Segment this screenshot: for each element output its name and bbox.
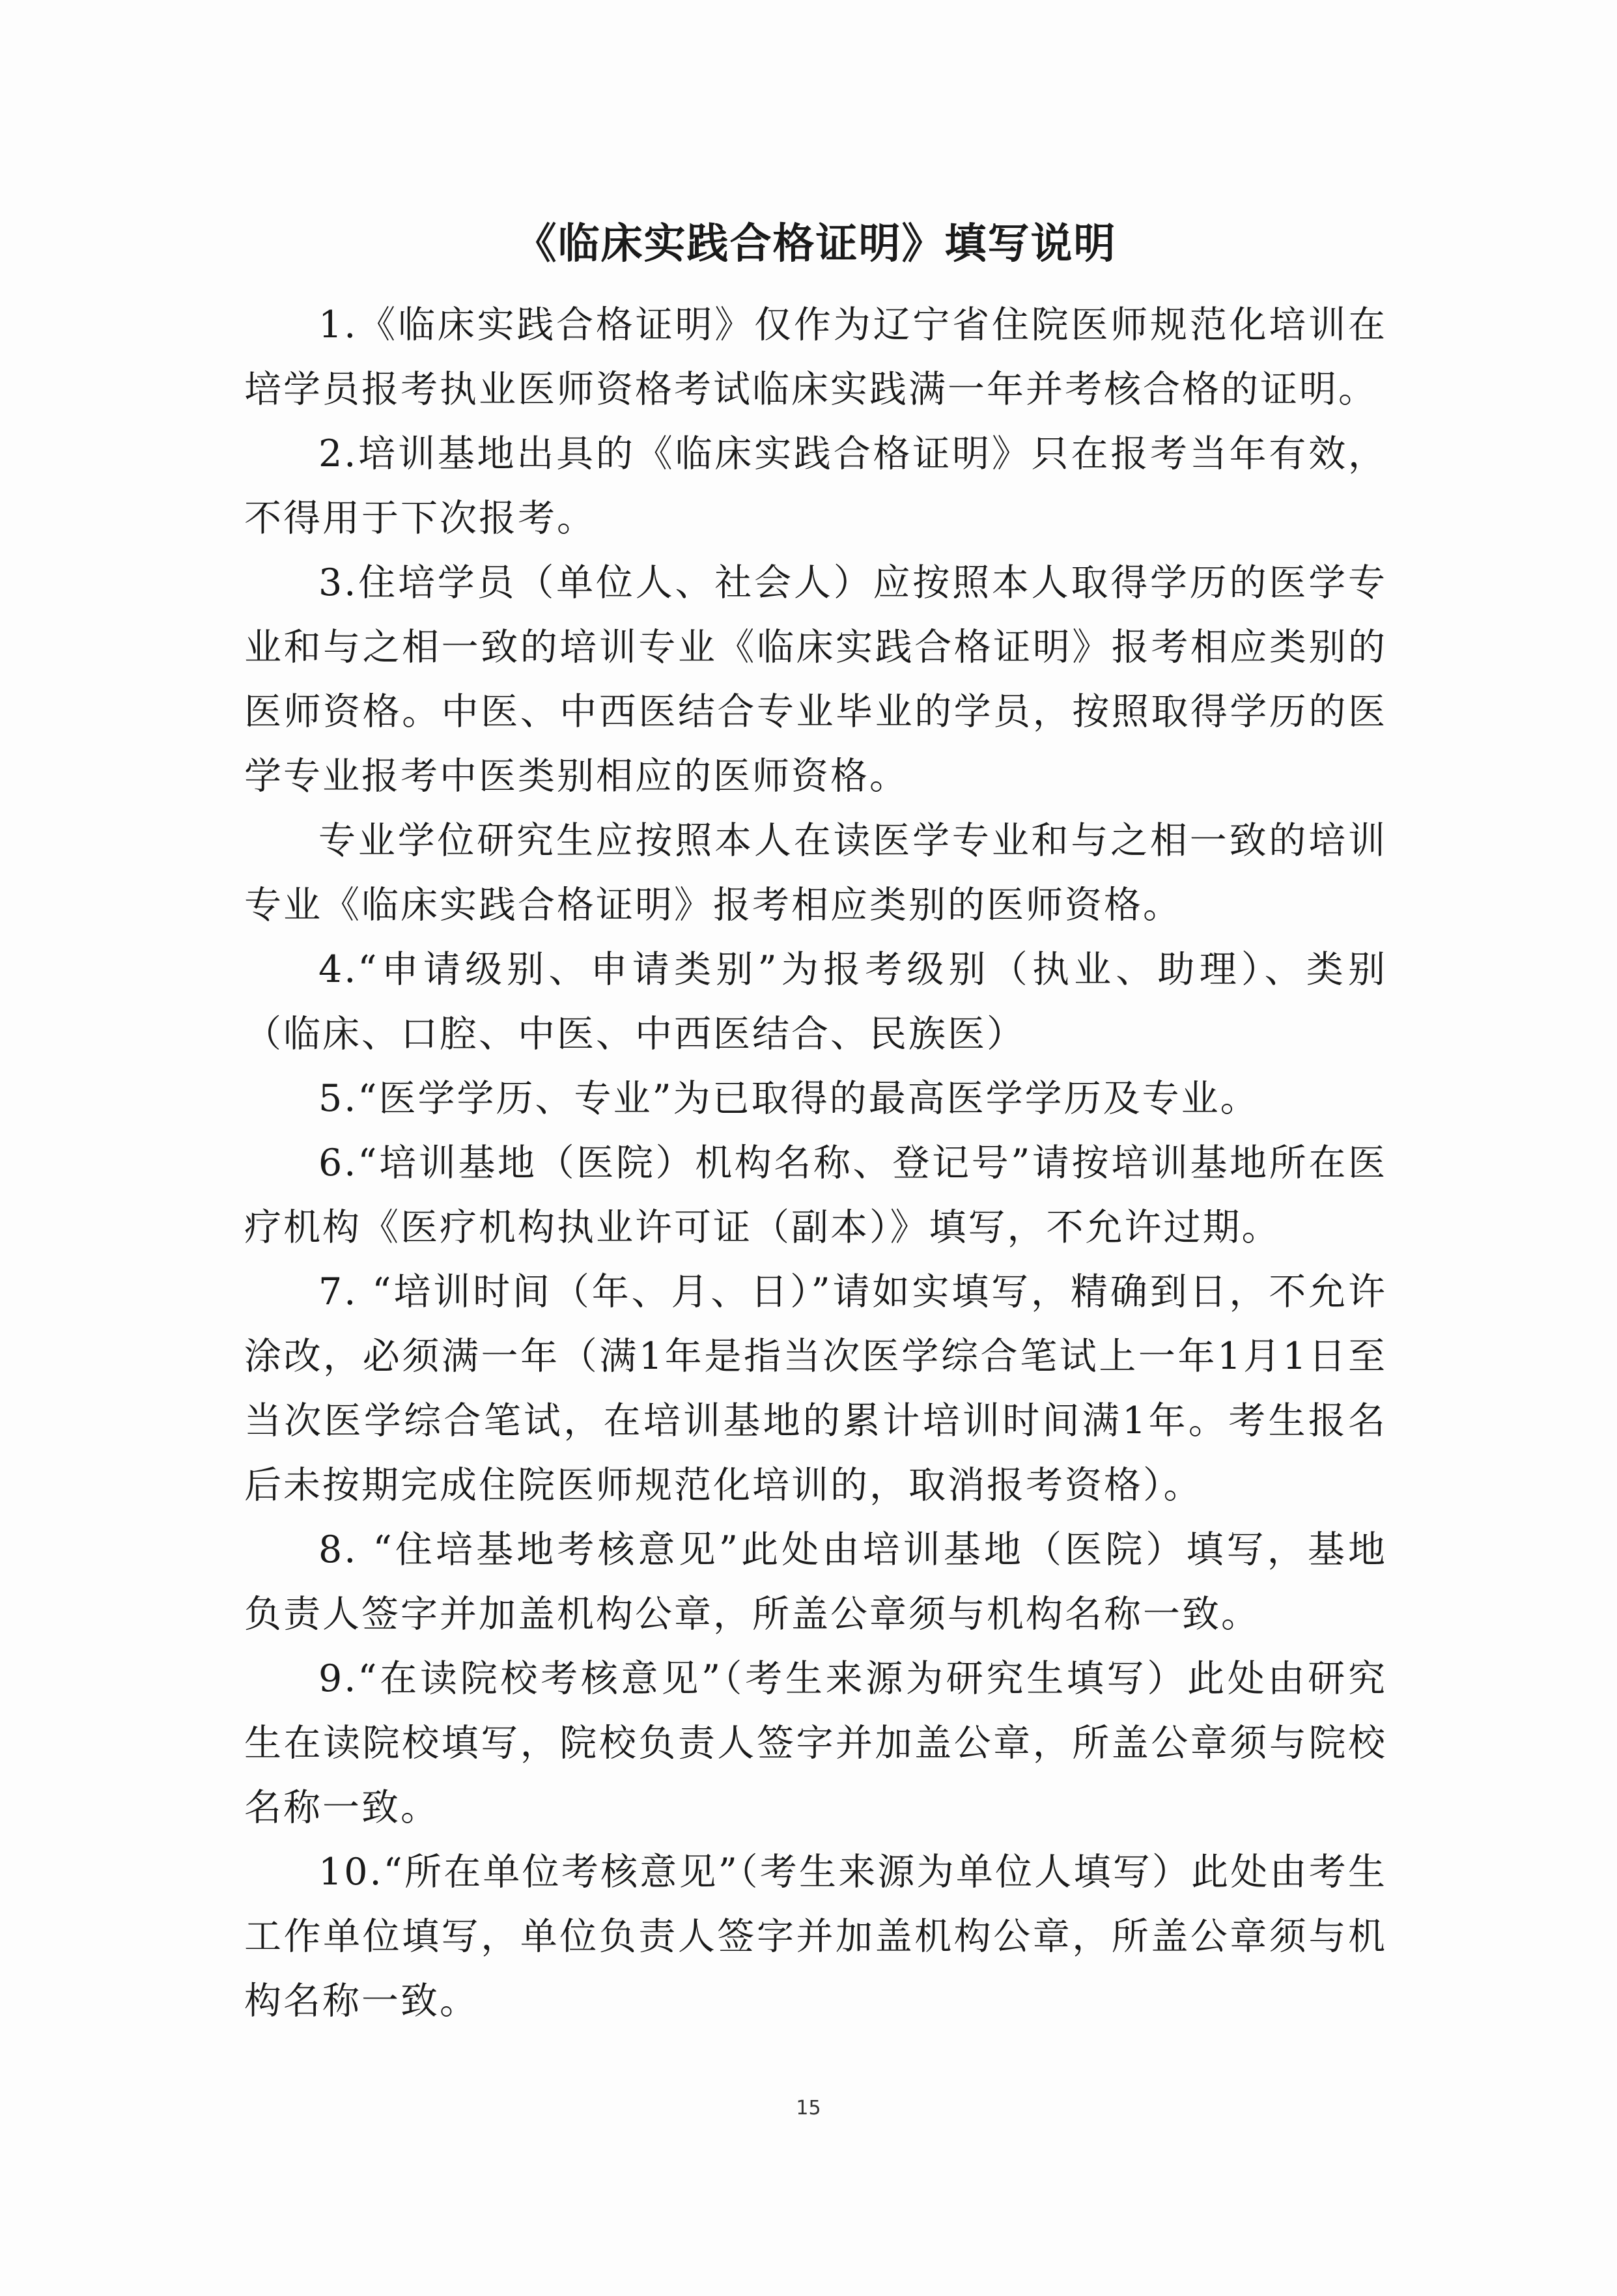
paragraph-3: 3.住培学员（单位人、社会人）应按照本人取得学历的医学专业和与之相一致的培训专业《临床实践合格证明》报考相应类别的医师资格。中医、中西医结合专业毕业的学员，按照取得学历的医学专业报考中医类别相应的医师资格。	[244, 561, 1387, 798]
paragraph-3-supplement: 专业学位研究生应按照本人在读医学专业和与之相一致的培训专业《临床实践合格证明》报考相应类别的医师资格。	[244, 819, 1387, 927]
paragraph-1: 1.《临床实践合格证明》仅作为辽宁省住院医师规范化培训在培学员报考执业医师资格考试临床实践满一年并考核合格的证明。	[244, 303, 1387, 411]
document-body	[244, 195, 1387, 2034]
paragraph-6: 6.“培训基地（医院）机构名称、登记号”请按培训基地所在医疗机构《医疗机构执业许可证（副本）》填写，不允许过期。	[244, 1141, 1387, 1249]
document-title: 《临床实践合格证明》填写说明	[514, 219, 1117, 268]
paragraph-5: 5.“医学学历、专业”为已取得的最高医学学历及专业。	[318, 1077, 1259, 1120]
paragraph-10: 10.“所在单位考核意见”（考生来源为单位人填写）此处由考生工作单位填写，单位负责人签字并加盖机构公章，所盖公章须与机构名称一致。	[244, 1851, 1387, 2023]
paragraph-2: 2.培训基地出具的《临床实践合格证明》只在报考当年有效，不得用于下次报考。	[244, 432, 1387, 540]
paragraph-8: 8. “住培基地考核意见”此处由培训基地（医院）填写，基地负责人签字并加盖机构公章，所盖公章须与机构名称一致。	[244, 1528, 1387, 1636]
page-number: 15	[796, 2097, 821, 2120]
paragraph-9: 9.“在读院校考核意见”（考生来源为研究生填写）此处由研究生在读院校填写，院校负责人签字并加盖公章，所盖公章须与院校名称一致。	[244, 1657, 1387, 1829]
paragraph-4: 4.“申请级别、申请类别”为报考级别（执业、助理）、类别（临床、口腔、中医、中西医结合、民族医）	[244, 948, 1387, 1056]
paragraph-7: 7. “培训时间（年、月、日）”请如实填写，精确到日，不允许涂改，必须满一年（满1年是指当次医学综合笔试上一年1月1日至当次医学综合笔试，在培训基地的累计培训时间满1年。考生报名后未按期完成住院医师规范化培训的，取消报考资格）。	[244, 1270, 1387, 1507]
